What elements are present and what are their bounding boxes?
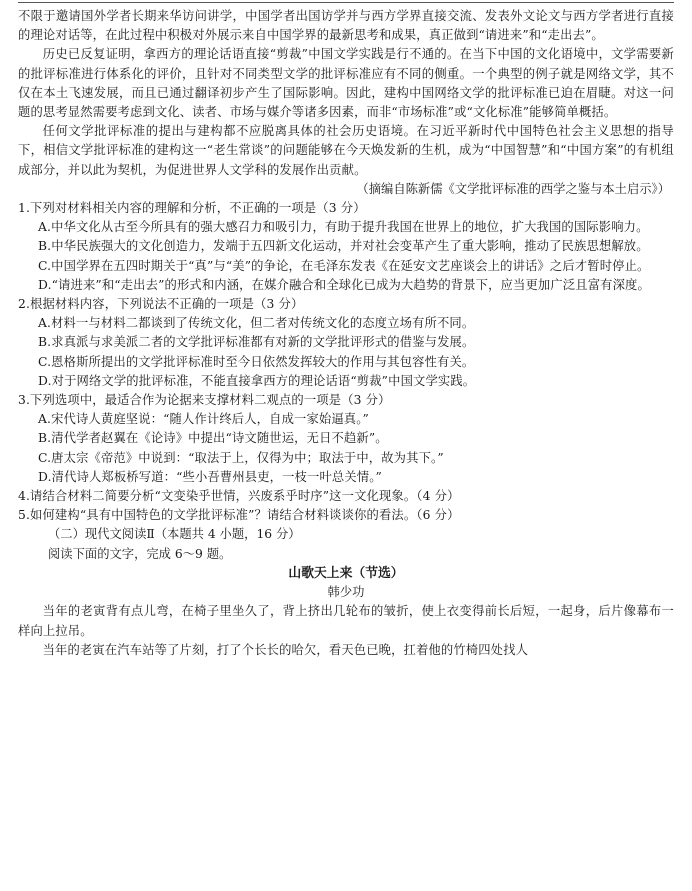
story-author: 韩少功 — [327, 585, 365, 600]
question-1 — [18, 199, 674, 295]
option-b — [18, 237, 674, 256]
option-text: B.清代学者赵翼在《论诗》中提出“诗文随世运，无日不趋新”。 — [38, 431, 388, 446]
option-d — [18, 468, 674, 487]
option-c — [18, 257, 674, 276]
option-a — [18, 314, 674, 333]
question-5: 5.如何建构“具有中国特色的文学批评标准”？请结合材料谈谈你的看法。（6 分） — [18, 508, 460, 523]
option-text: A.宋代诗人黄庭坚说：“随人作计终后人，自成一家始逼真。” — [38, 412, 369, 427]
option-a — [18, 410, 674, 429]
option-text: A.材料一与材料二都谈到了传统文化，但二者对传统文化的态度立场有所不同。 — [38, 316, 475, 331]
option-c — [18, 449, 674, 468]
source-citation: （摘编自陈新儒《文学批评标准的西学之鉴与本土启示》） — [356, 181, 670, 196]
option-text: C.唐太宗《帝范》中说到：“取法于上，仅得为中；取法于中，故为其下。” — [38, 450, 444, 465]
option-text: D.清代诗人郑板桥写道：“些小吾曹州县吏，一枝一叶总关情。” — [38, 469, 382, 484]
section-heading: （二）现代文阅读Ⅱ（本题共 4 小题，16 分） — [48, 527, 301, 542]
question-4: 4.请结合材料二简要分析“文变染乎世情，兴废系乎时序”这一文化现象。（4 分） — [18, 489, 460, 504]
option-text: D.“请进来”和“走出去”的形式和内涵，在媒介融合和全球化已成为大趋势的背景下，应当更加广泛且富有深度。 — [38, 277, 650, 292]
top-rule — [18, 2, 674, 3]
option-text: C.中国学界在五四时期关于“真”与“美”的争论，在毛泽东发表《在延安文艺座谈会上的讲话》之后才暂时停止。 — [38, 258, 650, 273]
option-text: B.中华民族强大的文化创造力，发端于五四新文化运动，并对社会变革产生了重大影响，推动了民族思想解放。 — [38, 239, 649, 254]
question-stem: 2.根据材料内容，下列说法不正确的一项是（3 分） — [18, 297, 304, 312]
intro-paragraph-3: 任何文学批评标准的提出与建构都不应脱离具体的社会历史语境。在习近平新时代中国特色社会主义思想的指导下，相信文学批评标准的建构这一“老生常谈”的问题能够在今天焕发新的生机，成为“中国智慧”和“中国方案”的有机组成部分，并以此为契机，为促进世界人文学科的发展作出贡献。 — [18, 124, 674, 177]
option-d — [18, 276, 674, 295]
option-text: A.中华文化从古至今所具有的强大感召力和吸引力，有助于提升我国在世界上的地位，扩大我国的国际影响力。 — [38, 220, 649, 235]
question-stem: 1.下列对材料相关内容的理解和分析，不正确的一项是（3 分） — [18, 201, 366, 216]
question-stem: 3.下列选项中，最适合作为论据来支撑材料二观点的一项是（3 分） — [18, 393, 391, 408]
intro-paragraph-2: 历史已反复证明，拿西方的理论话语直接“剪裁”中国文学实践是行不通的。在当下中国的文化语境中，文学需要新的批评标准进行体系化的评价，且针对不同类型文学的批评标准应有不同的侧重。一个典型的例子就是网络文学，其不仅在本土飞速发展，而且已通过翻译初步产生了国际影响。因此，建构中国网络文学的批评标准已迫在眉睫。对这一问题的思考显然需要考虑到文化、读者、市场与媒介等诸多因素，而非“市场标准”或“文化标准”能够简单概括。 — [18, 47, 674, 120]
option-c — [18, 353, 674, 372]
option-d — [18, 372, 674, 391]
option-a — [18, 218, 674, 237]
document-content — [18, 7, 674, 660]
story-paragraph-1: 当年的老寅背有点儿弯，在椅子里坐久了，背上挤出几轮布的皱折，使上衣变得前长后短，一起身，后片像幕布一样向上拉吊。 — [18, 604, 674, 638]
intro-paragraph-1: 不限于邀请国外学者长期来华访问讲学，中国学者出国访学并与西方学界直接交流、发表外文论文与西方学者进行直接的理论对话等，在此过程中积极对外展示来自中国学界的最新思考和成果，真正做到“请进来”和“走出去”。 — [18, 9, 674, 43]
option-text: C.恩格斯所提出的文学批评标准时至今日依然发挥较大的作用与其包容性有关。 — [38, 354, 475, 369]
story-paragraph-2: 当年的老寅在汽车站等了片刻，打了个长长的哈欠，看天色已晚，扛着他的竹椅四处找人 — [42, 642, 529, 657]
option-b — [18, 333, 674, 352]
question-2 — [18, 295, 674, 391]
option-text: B.求真派与求美派二者的文学批评标准都有对新的文学批评形式的借鉴与发展。 — [38, 335, 475, 350]
question-3 — [18, 391, 674, 487]
story-title: 山歌天上来（节选） — [288, 565, 404, 581]
option-b — [18, 429, 674, 448]
reading-instruction: 阅读下面的文字，完成 6～9 题。 — [48, 546, 232, 561]
option-text: D.对于网络文学的批评标准，不能直接拿西方的理论话语“剪裁”中国文学实践。 — [38, 373, 476, 388]
